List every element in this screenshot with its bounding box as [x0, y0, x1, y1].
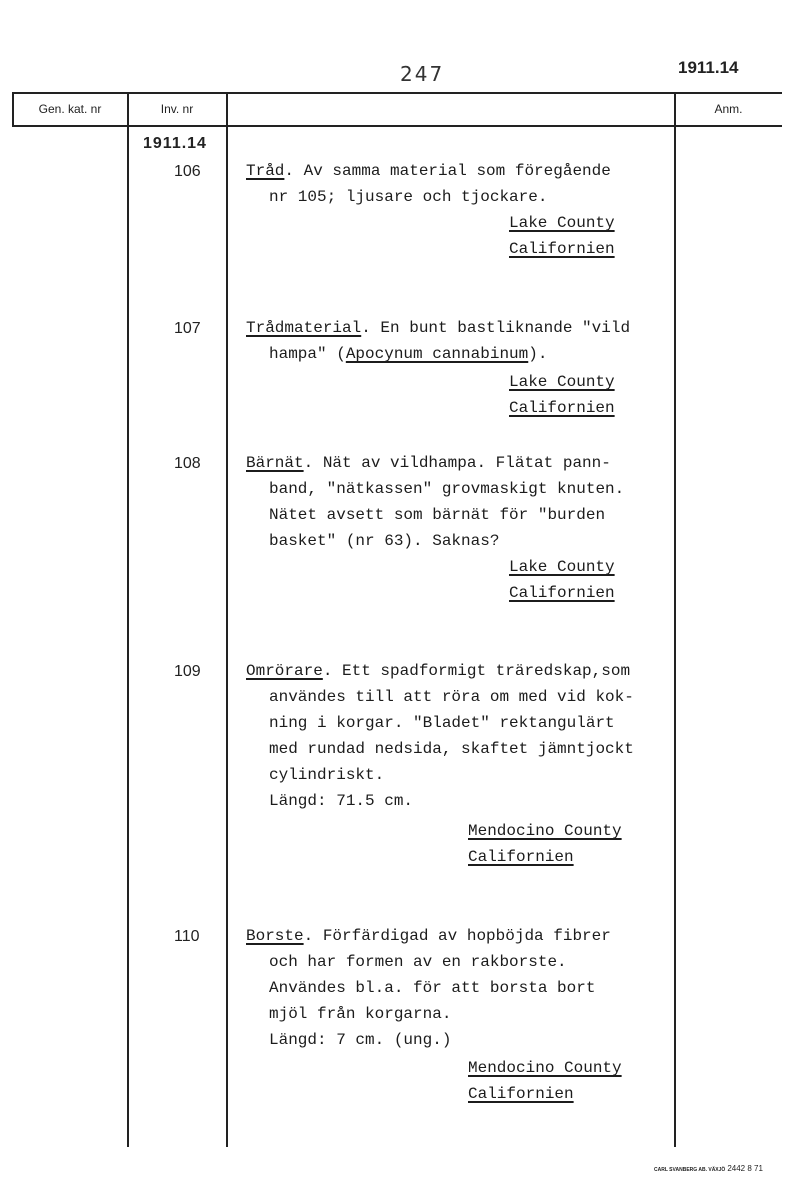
entry-text: basket" (nr 63). Saknas?	[269, 532, 500, 550]
entry-place: Mendocino County	[468, 1059, 622, 1077]
footer-code: 2442 8 71	[727, 1164, 763, 1173]
entry-title: Tråd	[246, 162, 285, 180]
entry-text: band, "nätkassen" grovmaskigt knuten.	[269, 480, 625, 498]
entry-species: Apocynum cannabinum	[345, 345, 529, 363]
inv-number: 108	[174, 455, 201, 472]
entry-text: . Nät av vildhampa. Flätat pann-	[303, 454, 611, 472]
entry-place: Californien	[468, 1085, 574, 1103]
entry-place: Mendocino County	[468, 822, 622, 840]
entry-title: Bärnät	[246, 454, 304, 472]
entry-place: Lake County	[509, 558, 615, 576]
column-divider-anm	[674, 92, 676, 1147]
entry-place: Californien	[509, 399, 615, 417]
accession-header: 1911.14	[678, 58, 739, 77]
page-number: 247	[400, 62, 445, 86]
entry-text: . En bunt bastliknande "vild	[361, 319, 631, 337]
entry-text: ).	[528, 345, 548, 363]
entry-text: och har formen av en rakborste.	[269, 953, 567, 971]
entry-title: Borste	[246, 927, 304, 945]
inv-number: 109	[174, 663, 201, 680]
entry-text: med rundad nedsida, skaftet jämntjockt	[269, 740, 634, 758]
entry-text: ning i korgar. "Bladet" rektangulärt	[269, 714, 615, 732]
entry-title: Trådmaterial	[246, 319, 362, 337]
inv-prefix: 1911.14	[143, 135, 207, 152]
column-divider-gen	[127, 92, 129, 1147]
entry-title: Omrörare	[246, 662, 323, 680]
inv-number: 110	[174, 928, 200, 945]
printer-footer	[654, 1164, 763, 1173]
entry-text: . Ett spadformigt träredskap,som	[322, 662, 631, 680]
column-divider-inv	[226, 92, 228, 1147]
entry-text: Användes bl.a. för att borsta bort	[269, 979, 596, 997]
entry-text: användes till att röra om med vid kok-	[269, 688, 634, 706]
entry-text: cylindriskt.	[269, 766, 385, 784]
header-gen-kat-nr: Gen. kat. nr	[38, 101, 102, 116]
entry-place: Lake County	[509, 214, 615, 232]
header-anm: Anm.	[714, 101, 743, 116]
entry-text: Längd: 7 cm. (ung.)	[269, 1031, 452, 1049]
entry-text: hampa" (	[269, 345, 346, 363]
footer-printer: CARL SVANBERG AB. VÄXJÖ	[654, 1167, 726, 1173]
entry-place: Californien	[509, 584, 615, 602]
inv-number: 107	[174, 320, 201, 337]
entry-text: . Förfärdigad av hopböjda fibrer	[303, 927, 611, 945]
entry-place: Californien	[509, 240, 615, 258]
entry-text: mjöl från korgarna.	[269, 1005, 452, 1023]
inv-number: 106	[174, 163, 201, 180]
entry-place: Lake County	[509, 373, 615, 391]
entry-text: nr 105; ljusare och tjockare.	[269, 188, 548, 206]
entry-text: Längd: 71.5 cm.	[269, 792, 414, 810]
entry-text: Nätet avsett som bärnät för "burden	[269, 506, 606, 524]
header-inv-nr: Inv. nr	[160, 101, 194, 116]
entry-text: . Av samma material som föregående	[284, 162, 611, 180]
entry-place: Californien	[468, 848, 574, 866]
